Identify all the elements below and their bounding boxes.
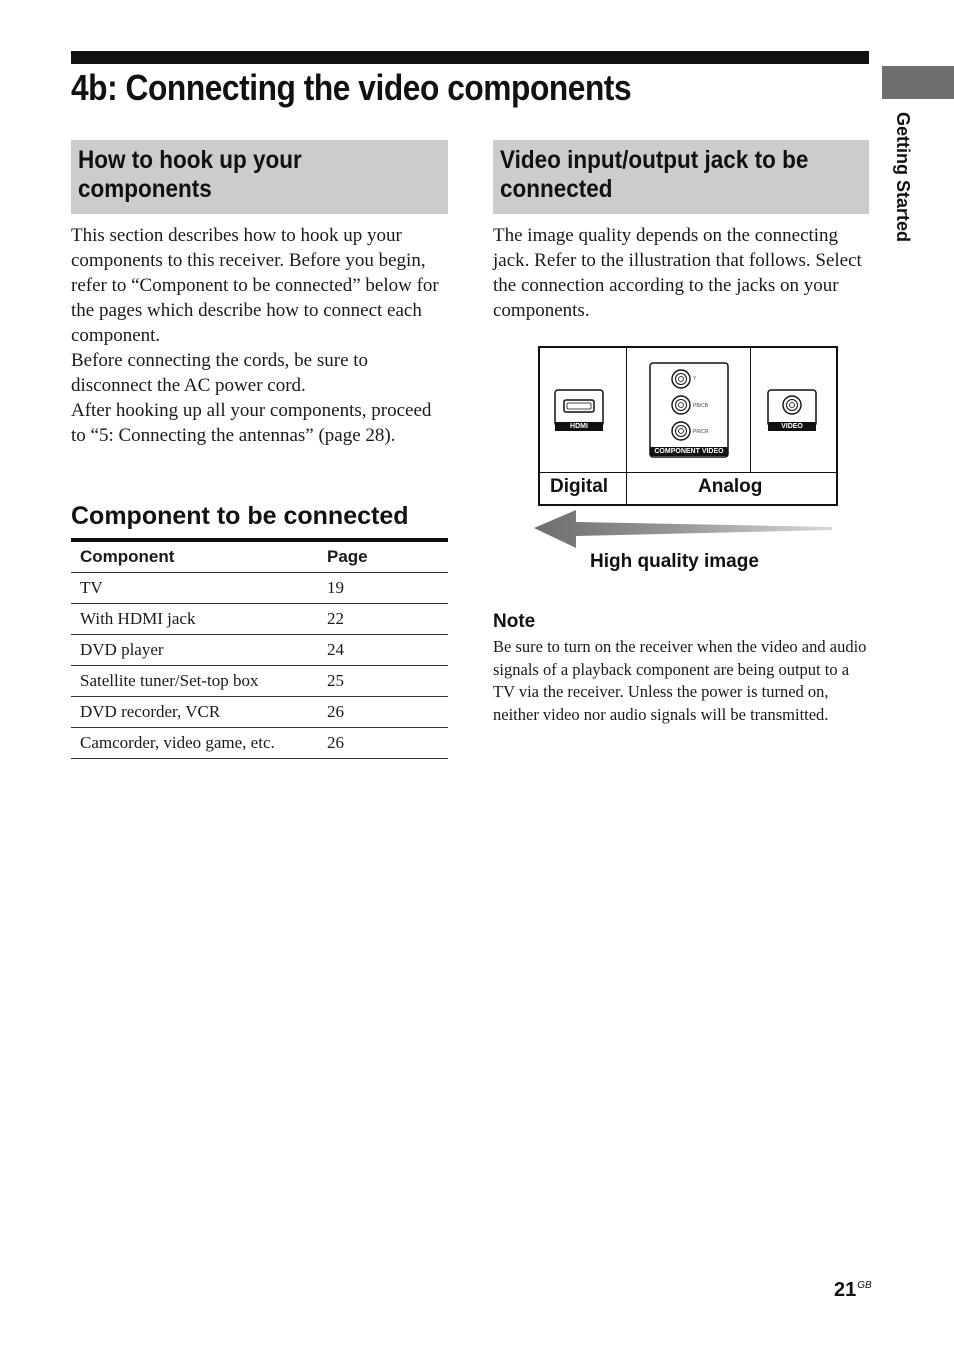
component-cell: Camcorder, video game, etc.: [71, 728, 318, 759]
table-row: [71, 635, 448, 666]
divider: [540, 472, 836, 473]
high-quality-label: High quality image: [590, 551, 759, 572]
table-row: [71, 604, 448, 635]
jack-illustration: [538, 346, 838, 506]
divider: [626, 348, 627, 504]
page-number-suffix: GB: [857, 1280, 872, 1291]
component-cell: With HDMI jack: [71, 604, 318, 635]
column-header-component: Component: [71, 540, 318, 573]
component-jack-panel-icon: [649, 362, 729, 458]
column-header-page: Page: [318, 540, 448, 573]
note-heading: Note: [493, 611, 536, 632]
hdmi-label: HDMI: [555, 422, 603, 431]
page-number-value: 21: [834, 1279, 857, 1301]
component-subheading: Component to be connected: [71, 502, 409, 530]
section-heading-hookup: [71, 140, 448, 214]
paragraph: Before connecting the cords, be sure to disconnect the AC power cord.: [71, 350, 369, 396]
table-row: [71, 728, 448, 759]
page-cell: 26: [318, 728, 448, 759]
digital-label: Digital: [550, 476, 609, 497]
page-number: [834, 1279, 872, 1302]
page-cell: 25: [318, 666, 448, 697]
jack-y-label: Y: [693, 376, 697, 382]
hookup-description: [71, 223, 448, 448]
paragraph: This section describes how to hook up your components to this receiver. Before you begin, refer to “Component to be connected” below for the pages which describe how to connect each component.: [71, 225, 439, 346]
divider: [750, 348, 751, 472]
paragraph: The image quality depends on the connecting jack. Refer to the illustration that follows. Select the connection according to the jacks on your components.: [493, 225, 862, 321]
side-section-label: Getting Started: [893, 112, 913, 243]
side-tab-marker: [882, 66, 954, 99]
rca-jack-icon: [672, 370, 690, 388]
analog-label: Analog: [698, 476, 763, 497]
page-cell: 19: [318, 573, 448, 604]
jack-pb-label: PB/CB: [693, 403, 709, 409]
rca-jack-icon: [672, 396, 690, 414]
component-cell: DVD recorder, VCR: [71, 697, 318, 728]
component-cell: Satellite tuner/Set-top box: [71, 666, 318, 697]
page-cell: 26: [318, 697, 448, 728]
component-table: [71, 538, 448, 759]
page-cell: 22: [318, 604, 448, 635]
table-row: [71, 697, 448, 728]
note-text: Be sure to turn on the receiver when the video and audio signals of a playback component are being output to a TV via the receiver. Unless the power is turned on, neither video nor audio signals will be transmitted.: [493, 637, 867, 724]
jack-description: [493, 223, 869, 323]
table-row: [71, 666, 448, 697]
paragraph: After hooking up all your components, proceed to “5: Connecting the antennas” (page 28).: [71, 400, 432, 446]
table-header-row: [71, 540, 448, 573]
page-cell: 24: [318, 635, 448, 666]
rca-jack-icon: [672, 422, 690, 440]
section-heading-text: Video input/output jack to be connected: [500, 146, 809, 203]
section-heading-text: How to hook up your components: [78, 146, 302, 203]
component-video-label: COMPONENT VIDEO: [650, 447, 728, 456]
component-cell: TV: [71, 573, 318, 604]
video-label: VIDEO: [768, 422, 816, 431]
jack-pr-label: PR/CR: [693, 429, 709, 435]
arrow-left-icon: [532, 508, 834, 550]
section-heading-jacks: [493, 140, 869, 214]
page-title: 4b: Connecting the video components: [71, 67, 632, 108]
component-cell: DVD player: [71, 635, 318, 666]
table-row: [71, 573, 448, 604]
header-rule: [71, 51, 869, 64]
